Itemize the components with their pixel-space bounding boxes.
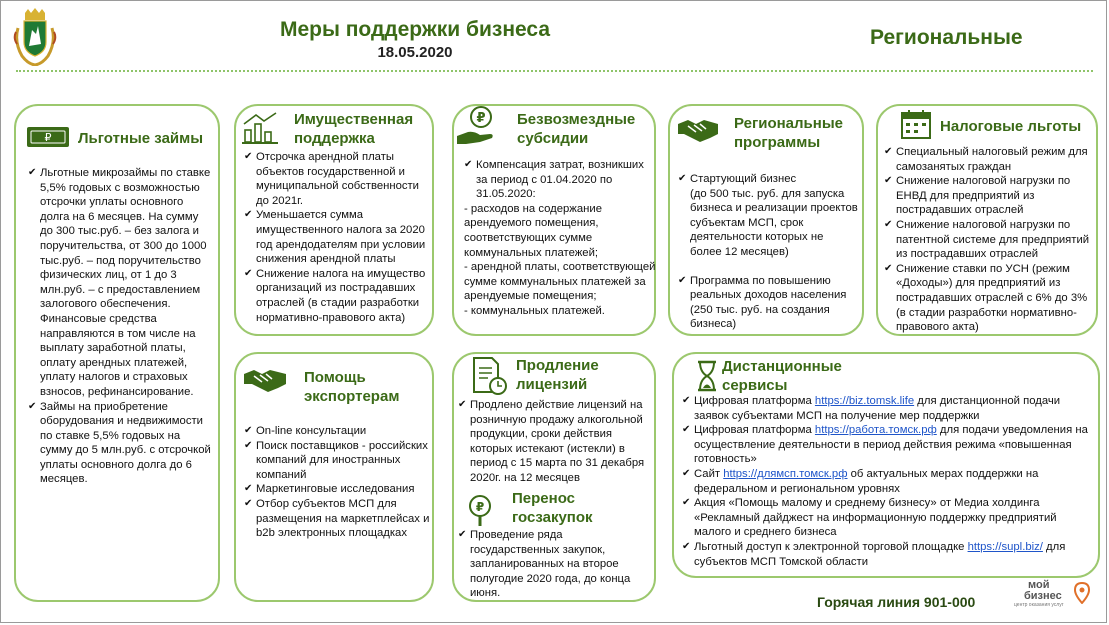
ruble-hand-icon (454, 104, 500, 150)
list-item: ✔ Поиск поставщиков - российских компаний для иностранных компаний (244, 439, 434, 483)
rabota-tomsk-link[interactable]: https://работа.томск.рф (814, 424, 937, 437)
tax-title: Налоговые льготы (940, 118, 1082, 135)
list-item: ✔ Цифровая платформа https://работа.томск.рф для подачи уведомления на осуществление деятельности в период действия режима «повышенная готовность» (682, 423, 1096, 467)
programs-title: Региональные программы (734, 115, 843, 151)
list-item: ✔ Займы на приобретение оборудования и недвижимости по ставке 5,5% годовых на сумму до 5 млн.руб. с отсрочкой уплаты основного долга до 6 месяцев. (28, 400, 214, 488)
hourglass-icon (696, 360, 718, 392)
subsidies-title: Безвозмездные субсидии (517, 111, 636, 147)
licenses-list (458, 398, 654, 486)
svg-text:₽: ₽ (44, 131, 52, 144)
remote-list (682, 394, 1096, 569)
moy-biznes-logo: мой бизнес центр оказания услуг (1010, 580, 1096, 610)
list-item: ✔ Снижение ставки по УСН (режим «Доходы») для предприятий из пострадавших отраслей с 6% до 3% (в стадии разработки нормативно-правового акта) (884, 262, 1096, 335)
exporters-title: Помощь экспортерам (304, 369, 400, 405)
procurement-title: Перенос госзакупок (512, 490, 593, 526)
list-item: ✔ Цифровая платформа https://biz.tomsk.life для дистанционной подачи заявок субъектами МСП на получение мер поддержки (682, 394, 1096, 423)
list-subitem: - расходов на содержание арендуемого помещения, соответствующих сумме коммунальных платежей; (464, 202, 602, 259)
list-item: ✔ Уменьшается сумма имущественного налога за 2020 год арендодателям при условии снижения арендной платы (244, 208, 430, 266)
list-item: ✔ On-line консультации (244, 424, 434, 439)
list-item: ✔ Снижение налоговой нагрузки по патентной системе для предприятий из пострадавших отраслей (884, 218, 1096, 262)
dlyamsp-tomsk-link[interactable]: https://длямсп.томск.рф (723, 467, 848, 480)
svg-text:₽: ₽ (476, 111, 486, 126)
page-title: Меры поддержки бизнеса (279, 18, 551, 41)
subsidies-list (464, 158, 658, 319)
calendar-icon (900, 108, 932, 140)
search-document-icon (462, 492, 498, 528)
document-clock-icon (470, 356, 510, 396)
list-item: ✔ Проведение ряда государственных закупок, запланированных на второе полугодие 2020 года, до конца июня. (458, 528, 648, 601)
handshake-icon (676, 112, 720, 146)
list-item: ✔ Отсрочка арендной платы объектов государственной и муниципальной собственности до 2021г. (244, 150, 430, 208)
list-item: ✔ Программа по повышению реальных доходов населения (250 тыс. руб. на создания бизнеса) (678, 274, 858, 332)
list-item: ✔ Сайт https://длямсп.томск.рф об актуальных мерах поддержки на федеральном и региональном уровнях (682, 467, 1096, 496)
coat-of-arms (12, 8, 58, 66)
svg-text:₽: ₽ (475, 500, 485, 514)
loans-title: Льготные займы (78, 130, 204, 147)
biz-tomsk-link[interactable]: https://biz.tomsk.life (814, 395, 915, 407)
list-subitem: - арендной платы, соответствующей сумме коммунальных платежей за арендуемые помещения; (464, 261, 656, 303)
location-pin-icon (1074, 582, 1090, 604)
list-item: ✔ Снижение налоговой нагрузки по ЕНВД для предприятий из пострадавших отраслей (884, 174, 1096, 218)
list-item: ✔ Компенсация затрат, возникших за период с 01.04.2020 по 31.05.2020: (464, 158, 658, 202)
list-item: ✔ Льготный доступ к электронной торговой площадке https://supl.biz/ для субъектов МСП Томской области (682, 540, 1096, 569)
list-item: ✔ Специальный налоговый режим для самозанятых граждан (884, 145, 1096, 174)
category-label: Региональные (870, 26, 1023, 49)
list-item: ✔ Акция «Помощь малому и среднему бизнесу» от Медиа холдинга «Рекламный дайджест на информационную поддержку предприятий малого и среднего бизнеса (682, 496, 1096, 540)
remote-title: Дистанционные сервисы (722, 358, 842, 394)
procurement-list (458, 528, 648, 601)
bar-chart-icon (240, 110, 280, 146)
list-item: ✔ Снижение налога на имущество организаций из пострадавших отраслей (в стадии разработки нормативно-правового акта) (244, 267, 430, 325)
handshake-icon (242, 362, 288, 396)
list-subitem: - коммунальных платежей. (464, 304, 605, 317)
header-divider (16, 70, 1093, 72)
property-title: Имущественная поддержка (294, 111, 414, 147)
list-item: ✔ Отбор субъектов МСП для размещения на маркетплейсах и b2b электронных площадках (244, 497, 434, 541)
hotline-label: Горячая линия 901-000 (817, 594, 976, 610)
exporters-list (244, 424, 434, 541)
list-item: ✔ Маркетинговые исследования (244, 482, 434, 497)
ruble-banknote-icon (26, 124, 70, 150)
supl-biz-link[interactable]: https://supl.biz/ (967, 540, 1043, 553)
tax-list (884, 145, 1096, 335)
property-list (244, 150, 430, 325)
loans-list (28, 166, 214, 487)
list-item: ✔ Продлено действие лицензий на розничную продажу алкогольной продукции, сроки действия которых истекают (истекли) в период с 15 марта по 31 декабря 2020г. на 12 месяцев (458, 398, 654, 486)
page-date: 18.05.2020 (377, 44, 453, 61)
programs-list (678, 172, 858, 332)
licenses-title: Продление лицензий (516, 357, 599, 393)
list-item: ✔ Льготные микрозаймы по ставке 5,5% годовых с возможностью отсрочки уплаты основного долга на 6 месяцев. На сумму до 300 тыс.руб. – без залога и поручительства, от 300 до 1000 тыс.руб. – под поручительство физических лиц, от 1 до 3 млн.руб. – с предоставлением залогового обеспечения. Финансовые средства направляются в том числе на выплату заработной платы, оплату арендных платежей, уплату налогов и страховых взносов, рефинансирование. (28, 166, 214, 400)
list-item: ✔ Стартующий бизнес (до 500 тыс. руб. для запуска бизнеса и реализации проектов субъектам МСП, срок деятельности которых не более 12 месяцев) (678, 172, 858, 260)
